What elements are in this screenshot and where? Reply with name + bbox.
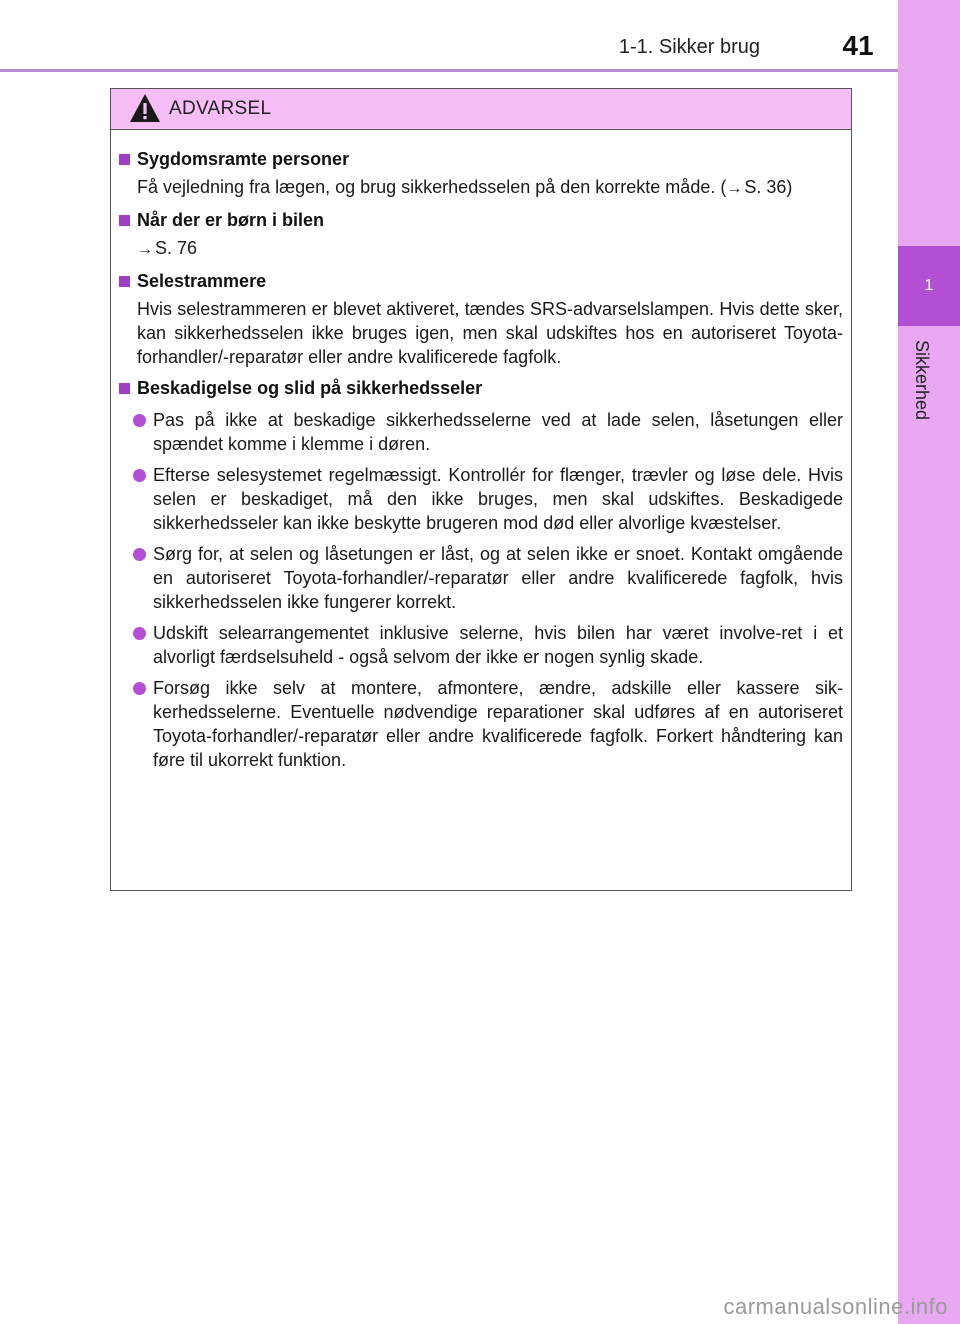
section-sick-persons (119, 146, 843, 201)
arrow-right-icon: → (726, 180, 743, 197)
warning-triangle-icon (129, 92, 161, 124)
warning-body (111, 130, 851, 772)
bullet-item (133, 408, 843, 456)
bullet-item (133, 542, 843, 614)
bullet-text: Udskift selearrangementet inklusive selerne, hvis bilen har været involve-ret i et alvorligt færdselsuheld - også selvom der ikke er nogen synlig skade. (153, 623, 843, 667)
section-paragraph (137, 175, 843, 201)
arrow-right-icon: → (137, 241, 153, 258)
section-pretensioners (119, 268, 843, 369)
square-bullet-icon (119, 383, 130, 394)
section-paragraph: Hvis selestrammeren er blevet aktiveret, tændes SRS-advarselslampen. Hvis dette sker, kan sikkerhedsselen ikke bruges igen, men skal udskiftes hos en autoriseret Toyota-forhandler/-reparatør eller andre kvalificerede fagfolk. (137, 299, 843, 367)
round-bullet-icon (133, 414, 146, 427)
round-bullet-icon (133, 548, 146, 561)
section-heading (119, 268, 843, 294)
warning-title: ADVARSEL (169, 98, 272, 119)
section-heading-text: Selestrammere (137, 271, 267, 291)
section-heading-text: Sygdomsramte personer (137, 149, 350, 169)
section-heading (119, 207, 843, 233)
square-bullet-icon (119, 215, 130, 226)
square-bullet-icon (119, 154, 130, 165)
round-bullet-icon (133, 469, 146, 482)
section-children-in-car (119, 207, 843, 262)
section-heading-text: Når der er børn i bilen (137, 210, 325, 230)
header-rule (0, 69, 898, 72)
warning-box (110, 88, 852, 891)
bullet-item (133, 621, 843, 669)
chapter-number-box (898, 246, 960, 326)
bullet-item (133, 463, 843, 535)
round-bullet-icon (133, 682, 146, 695)
section-damage-and-wear (119, 375, 843, 772)
bullet-item (133, 676, 843, 772)
section-heading (119, 375, 843, 401)
page-reference: S. 76 (155, 238, 198, 258)
page-number: 41 (842, 30, 874, 61)
bullet-text: Efterse selesystemet regelmæssigt. Kontrollér for flænger, trævler og løse dele. Hvis selen er beskadiget, må den ikke bruges, men skal udskiftes. Beskadigede sikkerhedsseler kan ikke beskytte brugeren mod død eller alvorlige kvæstelser. (153, 465, 843, 533)
section-heading (119, 146, 843, 172)
watermark: carmanualsonline.info (723, 1294, 948, 1319)
bullet-text: Forsøg ikke selv at montere, afmontere, ændre, adskille eller kassere sik-kerhedsselerne. Eventuelle nødvendige reparationer skal udføres af en autoriseret Toyota-forhandler/-reparatør eller andre kvalificerede fagfolk. Forkert håndtering kan føre til ukorrekt funktion. (153, 678, 843, 770)
bullet-text: Sørg for, at selen og låsetungen er låst, og at selen ikke er snoet. Kontakt omgående en autoriseret Toyota-forhandler/-reparatør eller andre kvalificerede fagfolk, hvis sikkerhedsselen ikke fungerer korrekt. (153, 544, 843, 612)
paragraph-text: Få vejledning fra lægen, og brug sikkerhedsselen på den korrekte måde. ( (137, 177, 727, 197)
bullet-text: Pas på ikke at beskadige sikkerhedsselerne ved at lade selen, låsetungen eller spændet komme i klemme i døren. (153, 410, 843, 454)
section-heading-text: Beskadigelse og slid på sikkerhedsseler (137, 378, 483, 398)
chapter-number: 1 (924, 277, 934, 294)
header-section-title: 1-1. Sikker brug (618, 36, 760, 58)
section-reference (137, 236, 843, 262)
page-reference: S. 36) (744, 177, 793, 197)
warning-header (111, 89, 851, 130)
side-tab (898, 0, 960, 1324)
round-bullet-icon (133, 627, 146, 640)
chapter-label: Sikkerhed (912, 340, 932, 421)
square-bullet-icon (119, 276, 130, 287)
